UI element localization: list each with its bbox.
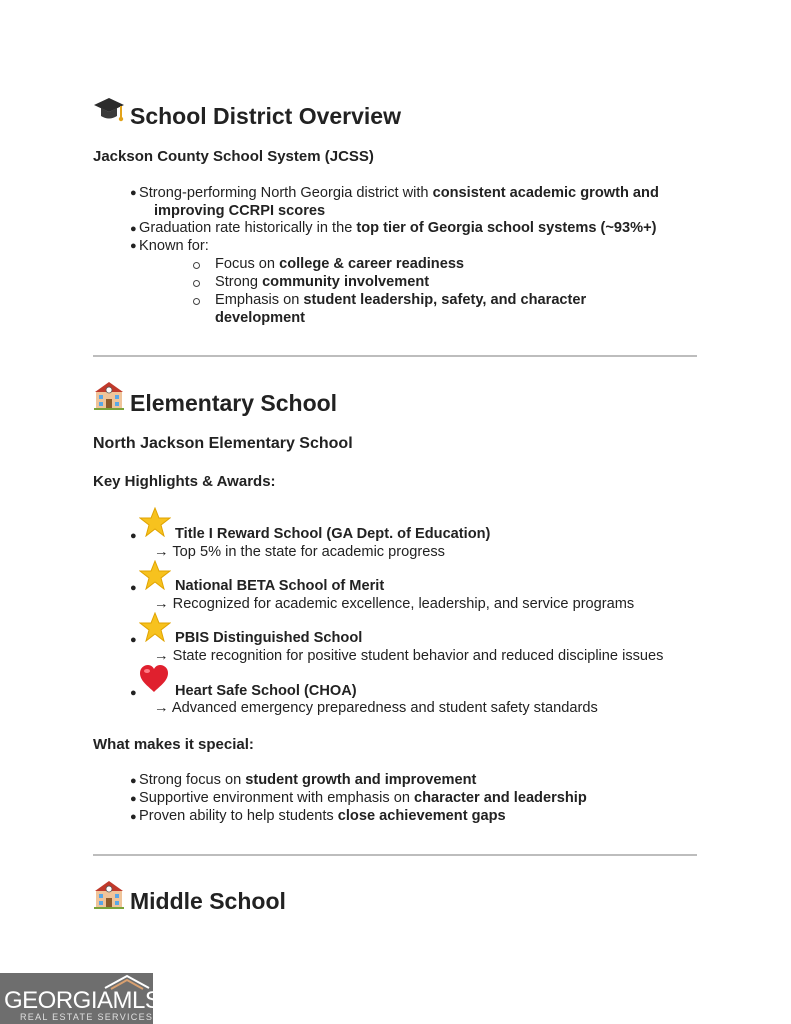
- school-building-icon: [93, 381, 125, 411]
- award-description: → State recognition for positive student behavior and reduced discipline issues: [154, 648, 664, 664]
- heart-icon: [138, 664, 170, 694]
- georgiamls-logo: [0, 973, 161, 1024]
- section-divider: [93, 355, 697, 357]
- school-name: North Jackson Elementary School: [93, 435, 353, 452]
- graduation-cap-icon: [93, 96, 125, 126]
- district-heading: School District Overview: [130, 103, 401, 129]
- star-icon: [139, 507, 171, 537]
- logo-subtext: REAL ESTATE SERVICES: [20, 1012, 154, 1022]
- star-icon: [139, 612, 171, 642]
- sub-list-item: Strong community involvement: [215, 274, 430, 290]
- list-item: Strong focus on student growth and improvement: [139, 772, 477, 788]
- list-item: Proven ability to help students close achievement gaps: [139, 808, 506, 824]
- sub-bullet: [193, 262, 200, 269]
- list-item-continuation: improving CCRPI scores: [154, 203, 326, 219]
- sub-bullet: [193, 298, 200, 305]
- district-subtitle: Jackson County School System (JCSS): [93, 148, 374, 165]
- bullet: ●: [130, 582, 137, 594]
- star-icon: [139, 560, 171, 590]
- sub-list-item: Emphasis on student leadership, safety, and character: [215, 292, 587, 308]
- list-item: Graduation rate historically in the top tier of Georgia school systems (~93%+): [139, 220, 657, 236]
- award-description: → Recognized for academic excellence, leadership, and service programs: [154, 596, 635, 612]
- logo-text: GEORGIAMLS: [4, 987, 161, 1014]
- bullet: ●: [130, 811, 137, 823]
- elementary-heading: Elementary School: [130, 390, 338, 416]
- bullet: ●: [130, 223, 137, 235]
- bullet: ●: [130, 634, 137, 646]
- bullet: ●: [130, 530, 137, 542]
- sub-list-item: Focus on college & career readiness: [215, 256, 465, 272]
- section-divider: [93, 854, 697, 856]
- sub-list-item-continuation: development: [215, 310, 306, 326]
- bullet: ●: [130, 187, 137, 199]
- bullet: ●: [130, 687, 137, 699]
- bullet: ●: [130, 793, 137, 805]
- award-description: → Top 5% in the state for academic progress: [154, 544, 445, 560]
- bullet: ●: [130, 240, 137, 252]
- sub-bullet: [193, 280, 200, 287]
- award-title: Heart Safe School (CHOA): [175, 683, 357, 699]
- award-description: → Advanced emergency preparedness and student safety standards: [154, 700, 598, 716]
- list-item: Known for:: [139, 238, 209, 254]
- award-title: PBIS Distinguished School: [175, 630, 363, 646]
- list-item: Strong-performing North Georgia district with consistent academic growth and: [139, 185, 659, 201]
- award-title: Title I Reward School (GA Dept. of Education): [175, 526, 491, 542]
- middle-heading: Middle School: [130, 888, 286, 914]
- school-building-icon: [93, 880, 125, 910]
- special-label: What makes it special:: [93, 736, 254, 753]
- bullet: ●: [130, 775, 137, 787]
- highlights-label: Key Highlights & Awards:: [93, 473, 276, 490]
- list-item: Supportive environment with emphasis on character and leadership: [139, 790, 587, 806]
- award-title: National BETA School of Merit: [175, 578, 385, 594]
